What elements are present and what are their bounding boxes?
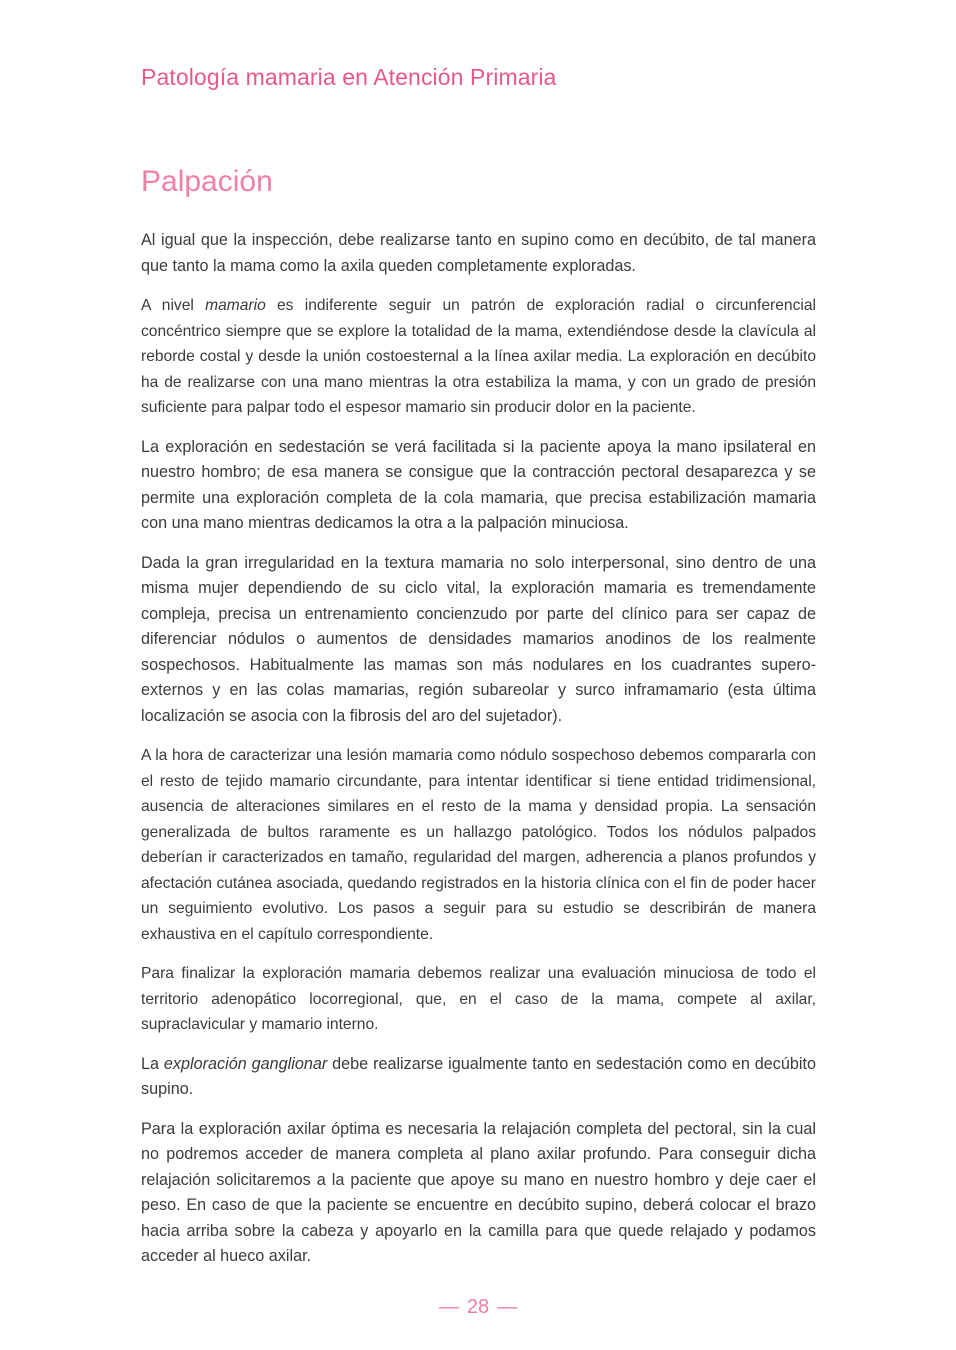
paragraph-7 (141, 1052, 816, 1103)
paragraph-2-rest: es indiferente seguir un patrón de exploración radial o circunferencial concéntrico siempre que se explore la totalidad de la mama, extendiéndose desde la clavícula al reborde costal y desde la unión costoesternal a la línea axilar media. La exploración en decúbito ha de realizarse con una mano mientras la otra estabiliza la mama, y con un grado de presión suficiente para palpar todo el espesor mamario sin producir dolor en la paciente. (141, 297, 816, 416)
page-number-dash-right: — (497, 1296, 518, 1318)
paragraph-8: Para la exploración axilar óptima es necesaria la relajación completa del pectoral, sin la cual no podremos acceder de manera completa al plano axilar profundo. Para conseguir dicha relajación solicitaremos a la paciente que apoye su mano en nuestro hombro y deje caer el peso. En caso de que la paciente se encuentre en decúbito supino, deberá colocar el brazo hacia arriba sobre la cabeza y apoyarlo en la camilla para que quede relajado y podamos acceder al hueco axilar. (141, 1119, 816, 1265)
page-number-value: 28 (466, 1296, 490, 1318)
paragraph-6: Para finalizar la exploración mamaria debemos realizar una evaluación minuciosa de todo el territorio adenopático locorregional, que, en el caso de la mama, compete al axilar, supraclavicular y mamario interno. (141, 965, 816, 1033)
paragraph-2-start: A nivel (141, 297, 206, 314)
paragraph-2-emphasis: mamario (205, 297, 266, 314)
page-number (0, 1296, 956, 1319)
paragraph-3: La exploración en sedestación se verá facilitada si la paciente apoya la mano ipsilateral en nuestro hombro; de esa manera se consigue que la contracción pectoral desaparezca y se permite una exploración completa de la cola mamaria, que precisa estabilización mamaria con una mano mientras dedicamos la otra a la palpación minuciosa. (141, 437, 816, 532)
paragraph-7-emphasis: exploración ganglionar (163, 1054, 328, 1073)
paragraph-2 (141, 293, 816, 421)
paragraph-7-rest: debe realizarse igualmente tanto en sedestación como en decúbito supino. (141, 1054, 816, 1098)
page-number-dash-left: — (438, 1296, 459, 1318)
paragraph-7-start: La (141, 1054, 164, 1073)
paragraph-5: A la hora de caracterizar una lesión mamaria como nódulo sospechoso debemos compararla con el resto de tejido mamario circundante, para intentar identificar si tiene entidad tridimensional, ausencia de alteraciones similares en el resto de la mama y densidad propia. La sensación generalizada de bultos raramente es un hallazgo patológico. Todos los nódulos palpados deberían ir caracterizados en tamaño, regularidad del margen, adherencia a planos profundos y afectación cutánea asociada, quedando registrados en la historia clínica con el fin de poder hacer un seguimiento evolutivo. Los pasos a seguir para su estudio se describirán de manera exhaustiva en el capítulo correspondiente. (141, 747, 816, 943)
running-header: Patología mamaria en Atención Primaria (141, 64, 557, 90)
body-text (141, 228, 816, 1284)
section-title: Palpación (141, 165, 273, 198)
paragraph-1: Al igual que la inspección, debe realizarse tanto en supino como en decúbito, de tal manera que tanto la mama como la axila queden completamente exploradas. (141, 231, 816, 275)
paragraph-4: Dada la gran irregularidad en la textura mamaria no solo interpersonal, sino dentro de una misma mujer dependiendo de su ciclo vital, la exploración mamaria es tremendamente compleja, precisa un entrenamiento concienzudo por parte del clínico para ser capaz de diferenciar nódulos o aumentos de densidades mamarios anodinos de los realmente sospechosos. Habitualmente las mamas son más nodulares en los cuadrantes supero-externos y en las colas mamarias, región subareolar y surco inframamario (esta última localización se asocia con la fibrosis del aro del sujetador). (141, 553, 816, 725)
